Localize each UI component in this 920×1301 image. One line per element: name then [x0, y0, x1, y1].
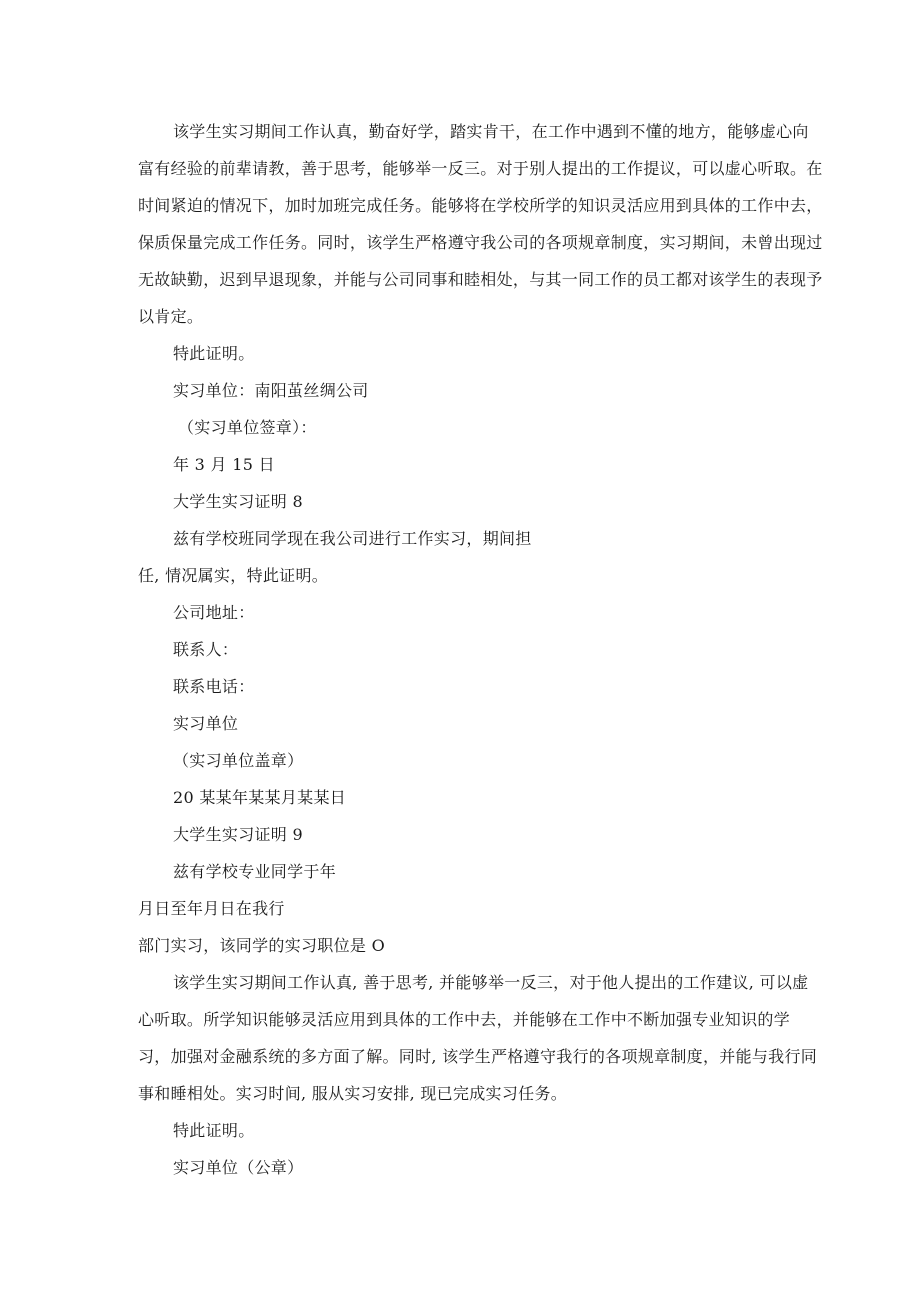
- internship-unit: 实习单位：南阳茧丝绸公司: [173, 381, 369, 400]
- contact-phone: 联系电话：: [173, 677, 255, 696]
- paragraph-line: 月日至年月日在我行: [138, 899, 285, 918]
- date-line: 20 某某年某某月某某日: [173, 788, 347, 807]
- internship-unit: 实习单位: [173, 714, 239, 733]
- paragraph-line: 保质保量完成工作任务。同时，该学生严格遵守我公司的各项规章制度，实习期间，未曾出现过: [138, 233, 823, 252]
- section-title: 大学生实习证明 8: [173, 492, 303, 511]
- date-line: 年 3 月 15 日: [173, 455, 275, 474]
- paragraph-line: 心听取。所学知识能够灵活应用到具体的工作中去，并能够在工作中不断加强专业知识的学: [138, 1010, 791, 1029]
- company-address: 公司地址：: [173, 603, 255, 622]
- paragraph-line: 富有经验的前辈请教，善于思考，能够举一反三。对于别人提出的工作提议，可以虚心听取。在: [138, 159, 823, 178]
- paragraph-line: 该学生实习期间工作认真，勤奋好学，踏实肯干，在工作中遇到不懂的地方，能够虚心向: [173, 122, 809, 141]
- internship-unit: 实习单位（公章）: [173, 1158, 304, 1177]
- unit-seal: （实习单位盖章）: [173, 751, 304, 770]
- paragraph-line: 事和睡相处。实习时间, 服从实习安排, 现已完成实习任务。: [138, 1084, 568, 1103]
- paragraph-line: 习，加强对金融系统的多方面了解。同时, 该学生严格遵守我行的各项规章制度，并能与我行同: [138, 1047, 818, 1066]
- section-title: 大学生实习证明 9: [173, 825, 303, 844]
- unit-seal: （实习单位签章）：: [178, 418, 317, 437]
- certification-text: 特此证明。: [173, 344, 255, 363]
- contact-person: 联系人：: [173, 640, 239, 659]
- paragraph-line: 该学生实习期间工作认真, 善于思考, 并能够举一反三，对于他人提出的工作建议, 可以虚: [173, 973, 809, 992]
- paragraph-line: 以肯定。: [138, 307, 204, 326]
- paragraph-line: 部门实习，该同学的实习职位是 O: [138, 936, 386, 955]
- paragraph-line: 任, 情况属实，特此证明。: [138, 566, 329, 585]
- paragraph-line: 时间紧迫的情况下，加时加班完成任务。能够将在学校所学的知识灵活应用到具体的工作中去，: [138, 196, 823, 215]
- paragraph-line: 无故缺勤，迟到早退现象，并能与公司同事和睦相处，与其一同工作的员工都对该学生的表现予: [138, 270, 823, 289]
- paragraph-line: 兹有学校班同学现在我公司进行工作实习，期间担: [173, 529, 532, 548]
- certification-text: 特此证明。: [173, 1121, 255, 1140]
- paragraph-line: 兹有学校专业同学于年: [173, 862, 337, 881]
